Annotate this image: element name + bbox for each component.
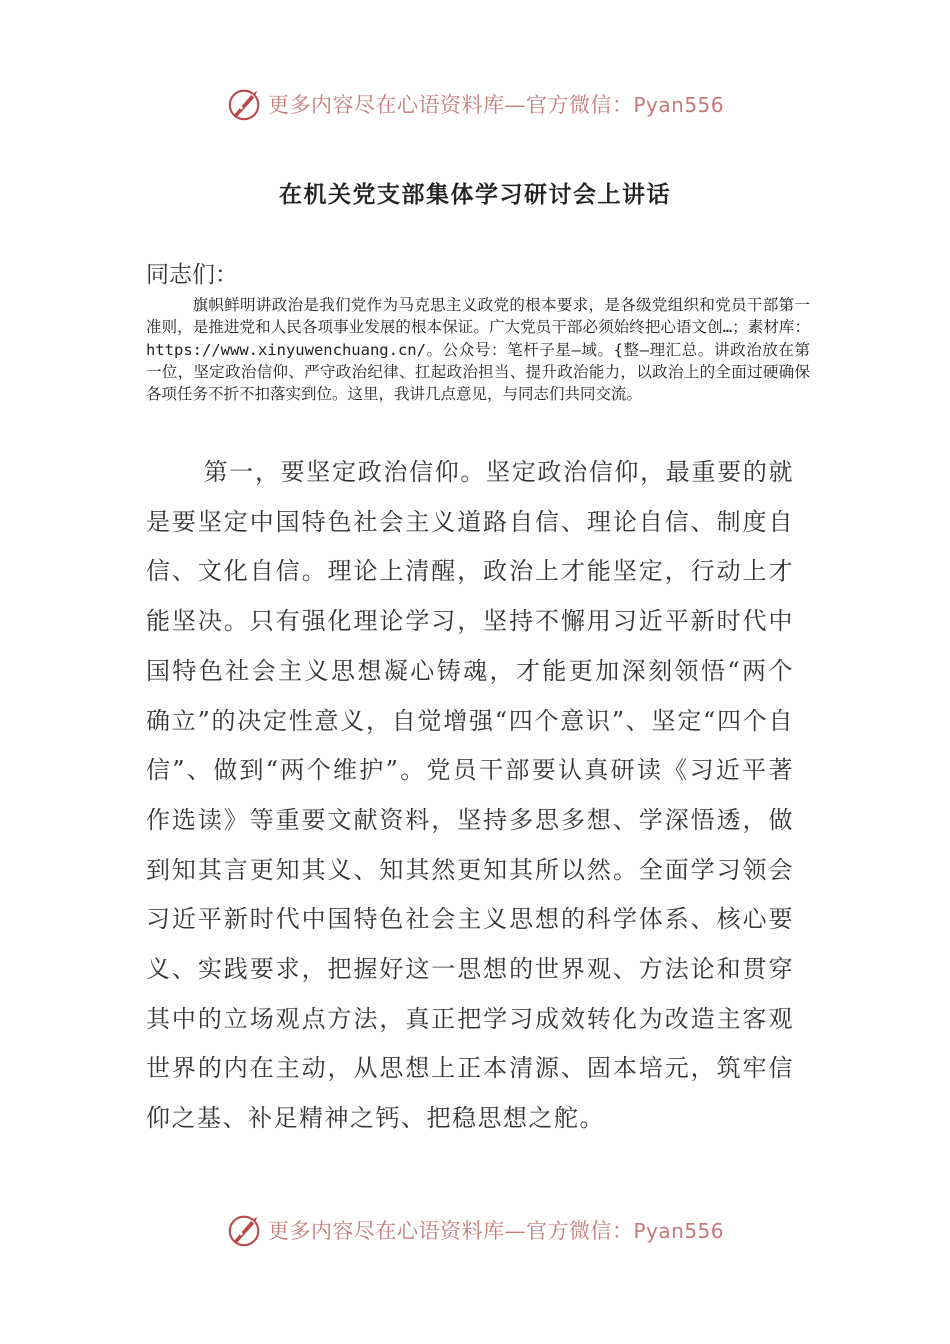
pen-logo-icon xyxy=(226,1211,264,1249)
footer-banner xyxy=(0,1208,950,1252)
banner-text: 更多内容尽在心语资料库—官方微信：Pyan556 xyxy=(267,93,724,117)
wechat-id: Pyan556 xyxy=(633,1219,724,1243)
salutation: 同志们： xyxy=(146,262,238,288)
document-title: 在机关党支部集体学习研讨会上讲话 xyxy=(279,182,671,208)
body-paragraph-1: 第一，要坚定政治信仰。坚定政治信仰，最重要的就是要坚定中国特色社会主义道路自信、理论自信、制度自信、文化自信。理论上清醒，政治上才能坚定，行动上才能坚决。只有强化理论学习，坚持不懈用习近平新时代中国特色社会主义思想凝心铸魂，才能更加深刻领悟“两个确立”的决定性意义，自觉增强“四个意识”、坚定“四个自信”、做到“两个维护”。党员干部要认真研读《习近平著作选读》等重要文献资料，坚持多思多想、学深悟透，做到知其言更知其义、知其然更知其所以然。全面学习领会习近平新时代中国特色社会主义思想的科学体系、核心要义、实践要求，把握好这一思想的世界观、方法论和贯穿其中的立场观点方法，真正把学习成效转化为改造主客观世界的内在主动，从思想上正本清源、固本培元，筑牢信仰之基、补足精神之钙、把稳思想之舵。 xyxy=(146,458,794,1133)
banner-text: 更多内容尽在心语资料库—官方微信：Pyan556 xyxy=(267,1219,724,1243)
pen-logo-icon xyxy=(226,85,264,123)
wechat-id: Pyan556 xyxy=(633,93,724,117)
intro-paragraph: 旗帜鲜明讲政治是我们党作为马克思主义政党的根本要求，是各级党组织和党员干部第一准则，是推进党和人民各项事业发展的根本保证。广大党员干部必须始终把心语文创…；素材库：https://www.xinyuwenchuang.cn/。公众号：笔杆子星—域。{整—理汇总。讲政治放在第一位，坚定政治信仰、严守政治纪律、扛起政治担当、提升政治能力，以政治上的全面过硬确保各项任务不折不扣落实到位。这里，我讲几点意见，与同志们共同交流。 xyxy=(146,296,810,404)
header-banner xyxy=(0,82,950,126)
